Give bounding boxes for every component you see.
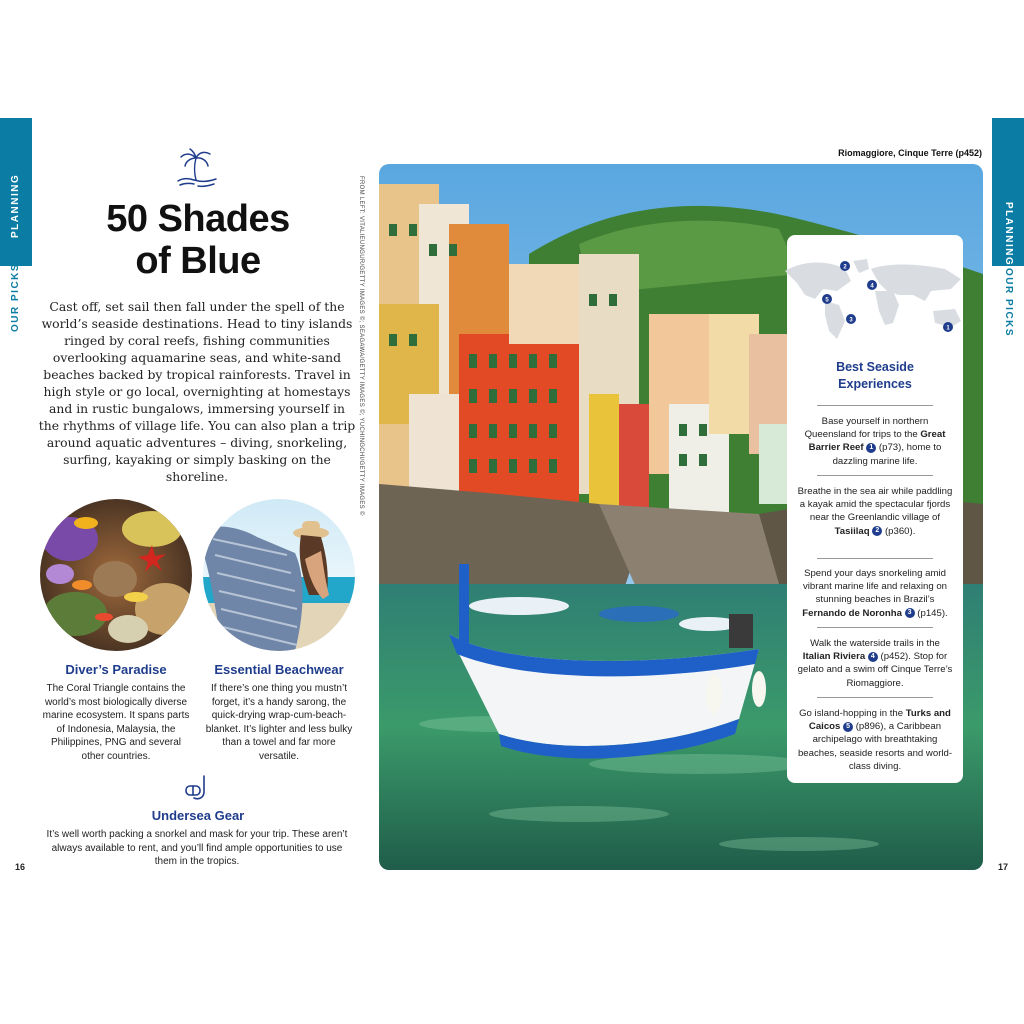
title-line-2: of Blue: [135, 240, 261, 282]
section-tab-right: [992, 118, 1024, 266]
title-line-1: 50 Shades: [106, 198, 290, 240]
card-title-line-2: Experiences: [838, 377, 912, 391]
beach-sarong-photo: [203, 499, 355, 651]
card-divider: [817, 697, 933, 698]
card-entry-fernando-de-noronha: Spend your days snorkeling amid vibrant marine life and relaxing on stunning beaches in Brazil’s Fernando de Noronha 3 (p145).: [802, 568, 948, 619]
world-map-icon: [775, 251, 975, 343]
item-body-essential-beachwear: If there’s one thing you mustn’t forget, it’s a handy sarong, the quick-drying wrap-cum-beach-blanket. It’s lighter and less bulky than a towel and far more versatile.: [205, 683, 353, 762]
marker-badge: 3: [905, 608, 915, 618]
palm-tree-icon: [174, 148, 220, 192]
svg-text:3: 3: [849, 317, 853, 324]
card-divider: [817, 558, 933, 559]
section-tab-left: [0, 118, 32, 266]
svg-text:1: 1: [946, 325, 950, 332]
marker-badge: 4: [868, 652, 878, 662]
item-heading-undersea-gear: Undersea Gear: [151, 808, 245, 823]
marker-badge: 5: [843, 722, 853, 732]
marker-badge: 2: [872, 526, 882, 536]
svg-text:4: 4: [870, 283, 874, 290]
card-entry-great-barrier-reef: Base yourself in northern Queensland for trips to the Great Barrier Reef 1 (p73), home to dazzling marine life.: [804, 416, 946, 467]
item-body-divers-paradise: The Coral Triangle contains the world’s most biologically diverse marine ecosystem. It spans parts of Indonesia, Malaysia, the Philippines, PNG and several other countries.: [42, 683, 190, 762]
intro-paragraph: Cast off, set sail then fall under the spell of the world’s seaside destinations. Head to tiny islands ringed by coral reefs, fishing communities overlooking aquamarine seas, and white-sand beaches backed by tropical rainforests. Travel in high style or go local, overnighting at homestays and in rustic bungalows, immersing yourself in the rhythms of village life. You can also plan a trip around aquatic adventures – diving, snorkeling, surfing, kayaking or simply basking on the shoreline.: [38, 299, 356, 484]
card-divider: [817, 627, 933, 628]
card-title-line-1: Best Seaside: [836, 360, 914, 374]
svg-text:2: 2: [843, 264, 847, 271]
card-divider: [817, 475, 933, 476]
coral-reef-photo: [40, 499, 192, 651]
subsection-label-left: OUR PICKS: [10, 262, 21, 332]
card-divider: [817, 405, 933, 406]
photo-credit: FROM LEFT: VITALIEUNGUR/GETTY IMAGES ©; SEAGAWA/GETTY IMAGES ©; YUCHINGCHI/GETTY IMAGES ©: [358, 176, 364, 516]
item-heading-essential-beachwear: Essential Beachwear: [214, 662, 344, 677]
card-entry-turks-and-caicos: Go island-hopping in the Turks and Caicos 5 (p896), a Caribbean archipelago with breathtaking beaches, seaside resorts and world-class diving.: [797, 708, 953, 772]
page-title: [60, 198, 336, 282]
photo-caption: Riomaggiore, Cinque Terre (p452): [838, 148, 982, 158]
item-body-undersea-gear: It’s well worth packing a snorkel and mask for your trip. These aren’t always available to rent, and you’ll find ample opportunities to use them in the tropics.: [46, 829, 348, 867]
snorkel-mask-icon: [184, 774, 210, 802]
page-number-right: 17: [998, 862, 1009, 872]
section-label-left: PLANNING: [10, 173, 21, 238]
item-heading-divers-paradise: Diver’s Paradise: [65, 662, 167, 677]
subsection-label-right: OUR PICKS: [1003, 268, 1014, 338]
best-seaside-card: [787, 235, 963, 783]
card-title: [787, 359, 963, 393]
section-label-right: PLANNING: [1003, 202, 1014, 267]
marker-badge: 1: [866, 443, 876, 453]
svg-text:5: 5: [825, 297, 829, 304]
card-entry-italian-riviera: Walk the waterside trails in the Italian Riviera 4 (p452). Stop for gelato and a swim off Cinque Terre’s Riomaggiore.: [797, 638, 953, 689]
card-entry-tasiilaq: Breathe in the sea air while paddling a kayak amid the spectacular fjords near the Greenlandic village of Tasiilaq 2 (p360).: [797, 486, 953, 537]
page-number-left: 16: [15, 862, 26, 872]
